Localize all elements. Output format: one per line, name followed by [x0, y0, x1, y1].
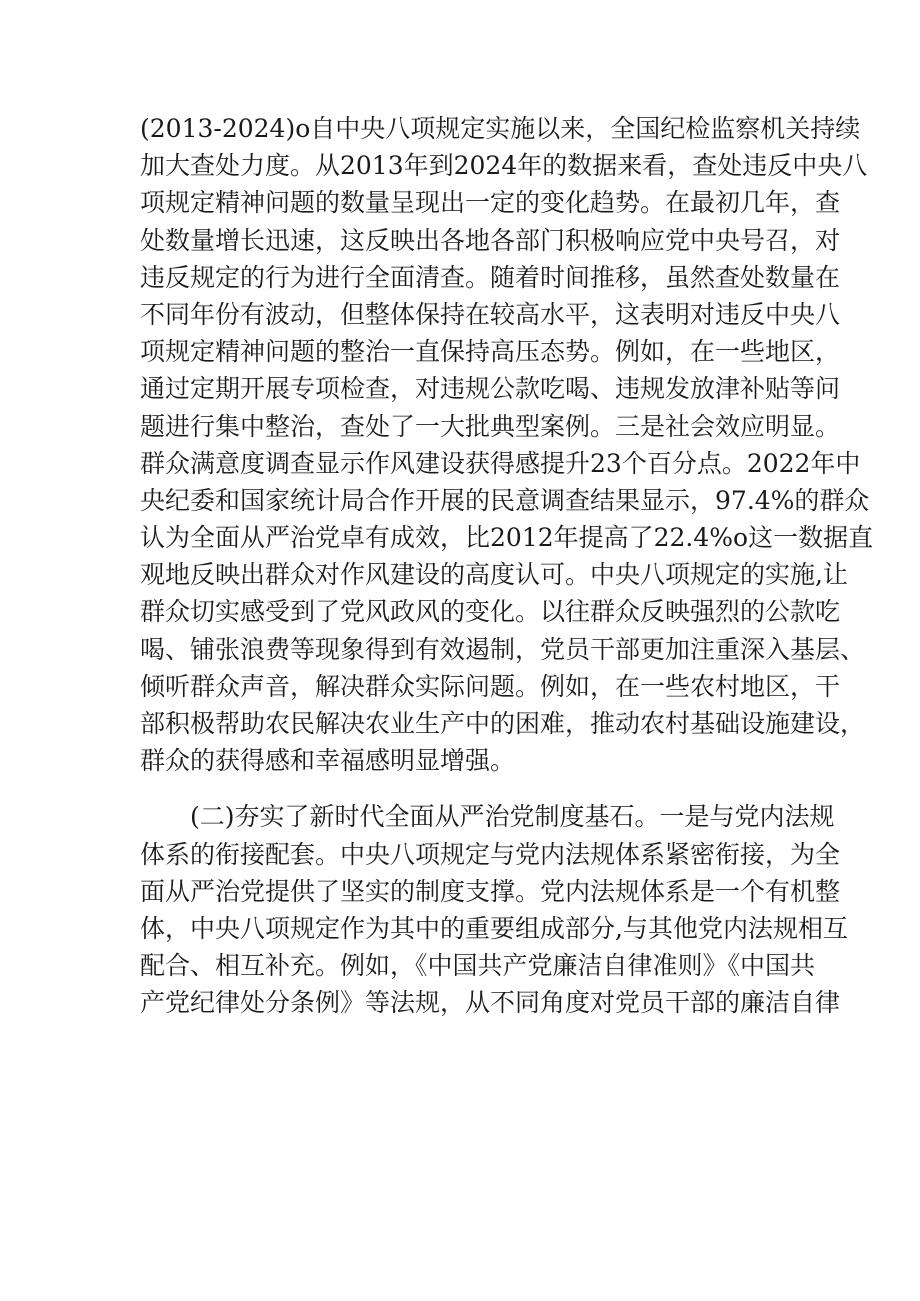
text-line: 喝、铺张浪费等现象得到有效遏制，党员干部更加注重深入基层、	[140, 634, 866, 664]
text-line: 央纪委和国家统计局合作开展的民意调查结果显示，97.4%的群众	[140, 485, 870, 515]
text-line: 面从严治党提供了坚实的制度支撑。党内法规体系是一个有机整	[140, 876, 841, 906]
text-line: 部积极帮助农民解决农业生产中的困难，推动农村基础设施建设，	[140, 709, 866, 738]
text-line: 产党纪律处分条例》等法规，从不同角度对党员干部的廉洁自律	[140, 988, 841, 1018]
text-line: 群众切实感受到了党风政风的变化。以往群众反映强烈的公款吃	[140, 597, 841, 627]
paragraph-1	[140, 110, 874, 779]
text-line: 处数量增长迅速，这反映出各地各部门积极响应党中央号召，对	[140, 225, 841, 255]
text-line: 认为全面从严治党卓有成效，比2012年提高了22.4%o这一数据直	[140, 523, 874, 553]
text-line: 题进行集中整治，查处了一大批典型案例。三是社会效应明显。	[140, 411, 841, 441]
text-line: (2013-2024)o自中央八项规定实施以来，全国纪检监察机关持续	[140, 114, 861, 143]
text-line: 观地反映出群众对作风建设的高度认可。中央八项规定的实施,让	[140, 560, 848, 590]
text-line: 项规定精神问题的数量呈现出一定的变化趋势。在最初几年，查	[140, 188, 841, 218]
text-line: 项规定精神问题的整治一直保持高压态势。例如，在一些地区，	[140, 337, 841, 367]
body-text	[140, 110, 874, 1022]
text-line: 配合、相互补充。例如，《中国共产党廉洁自律准则》《中国共	[140, 951, 816, 981]
text-line: 倾听群众声音，解决群众实际问题。例如，在一些农村地区，干	[140, 671, 841, 701]
text-line: 不同年份有波动，但整体保持在较高水平，这表明对违反中央八	[140, 299, 841, 329]
text-line: 群众的获得感和幸福感明显增强。	[140, 746, 516, 776]
text-line: 群众满意度调查显示作风建设获得感提升23个百分点。2022年中	[140, 448, 861, 478]
paragraph-2	[140, 798, 848, 1021]
text-line: 通过定期开展专项检查，对违规公款吃喝、违规发放津补贴等问	[140, 374, 841, 404]
text-line: 体系的衔接配套。中央八项规定与党内法规体系紧密衔接，为全	[140, 839, 841, 869]
paragraph-gap	[140, 779, 792, 798]
text-line: 加大查处力度。从2013年到2024年的数据来看，查处违反中央八	[140, 151, 868, 181]
text-line: 违反规定的行为进行全面清查。随着时间推移，虽然查处数量在	[140, 262, 841, 292]
text-line: 体，中央八项规定作为其中的重要组成部分,与其他党内法规相互	[140, 913, 848, 943]
text-line: (二)夯实了新时代全面从严治党制度基石。一是与党内法规	[190, 802, 835, 832]
